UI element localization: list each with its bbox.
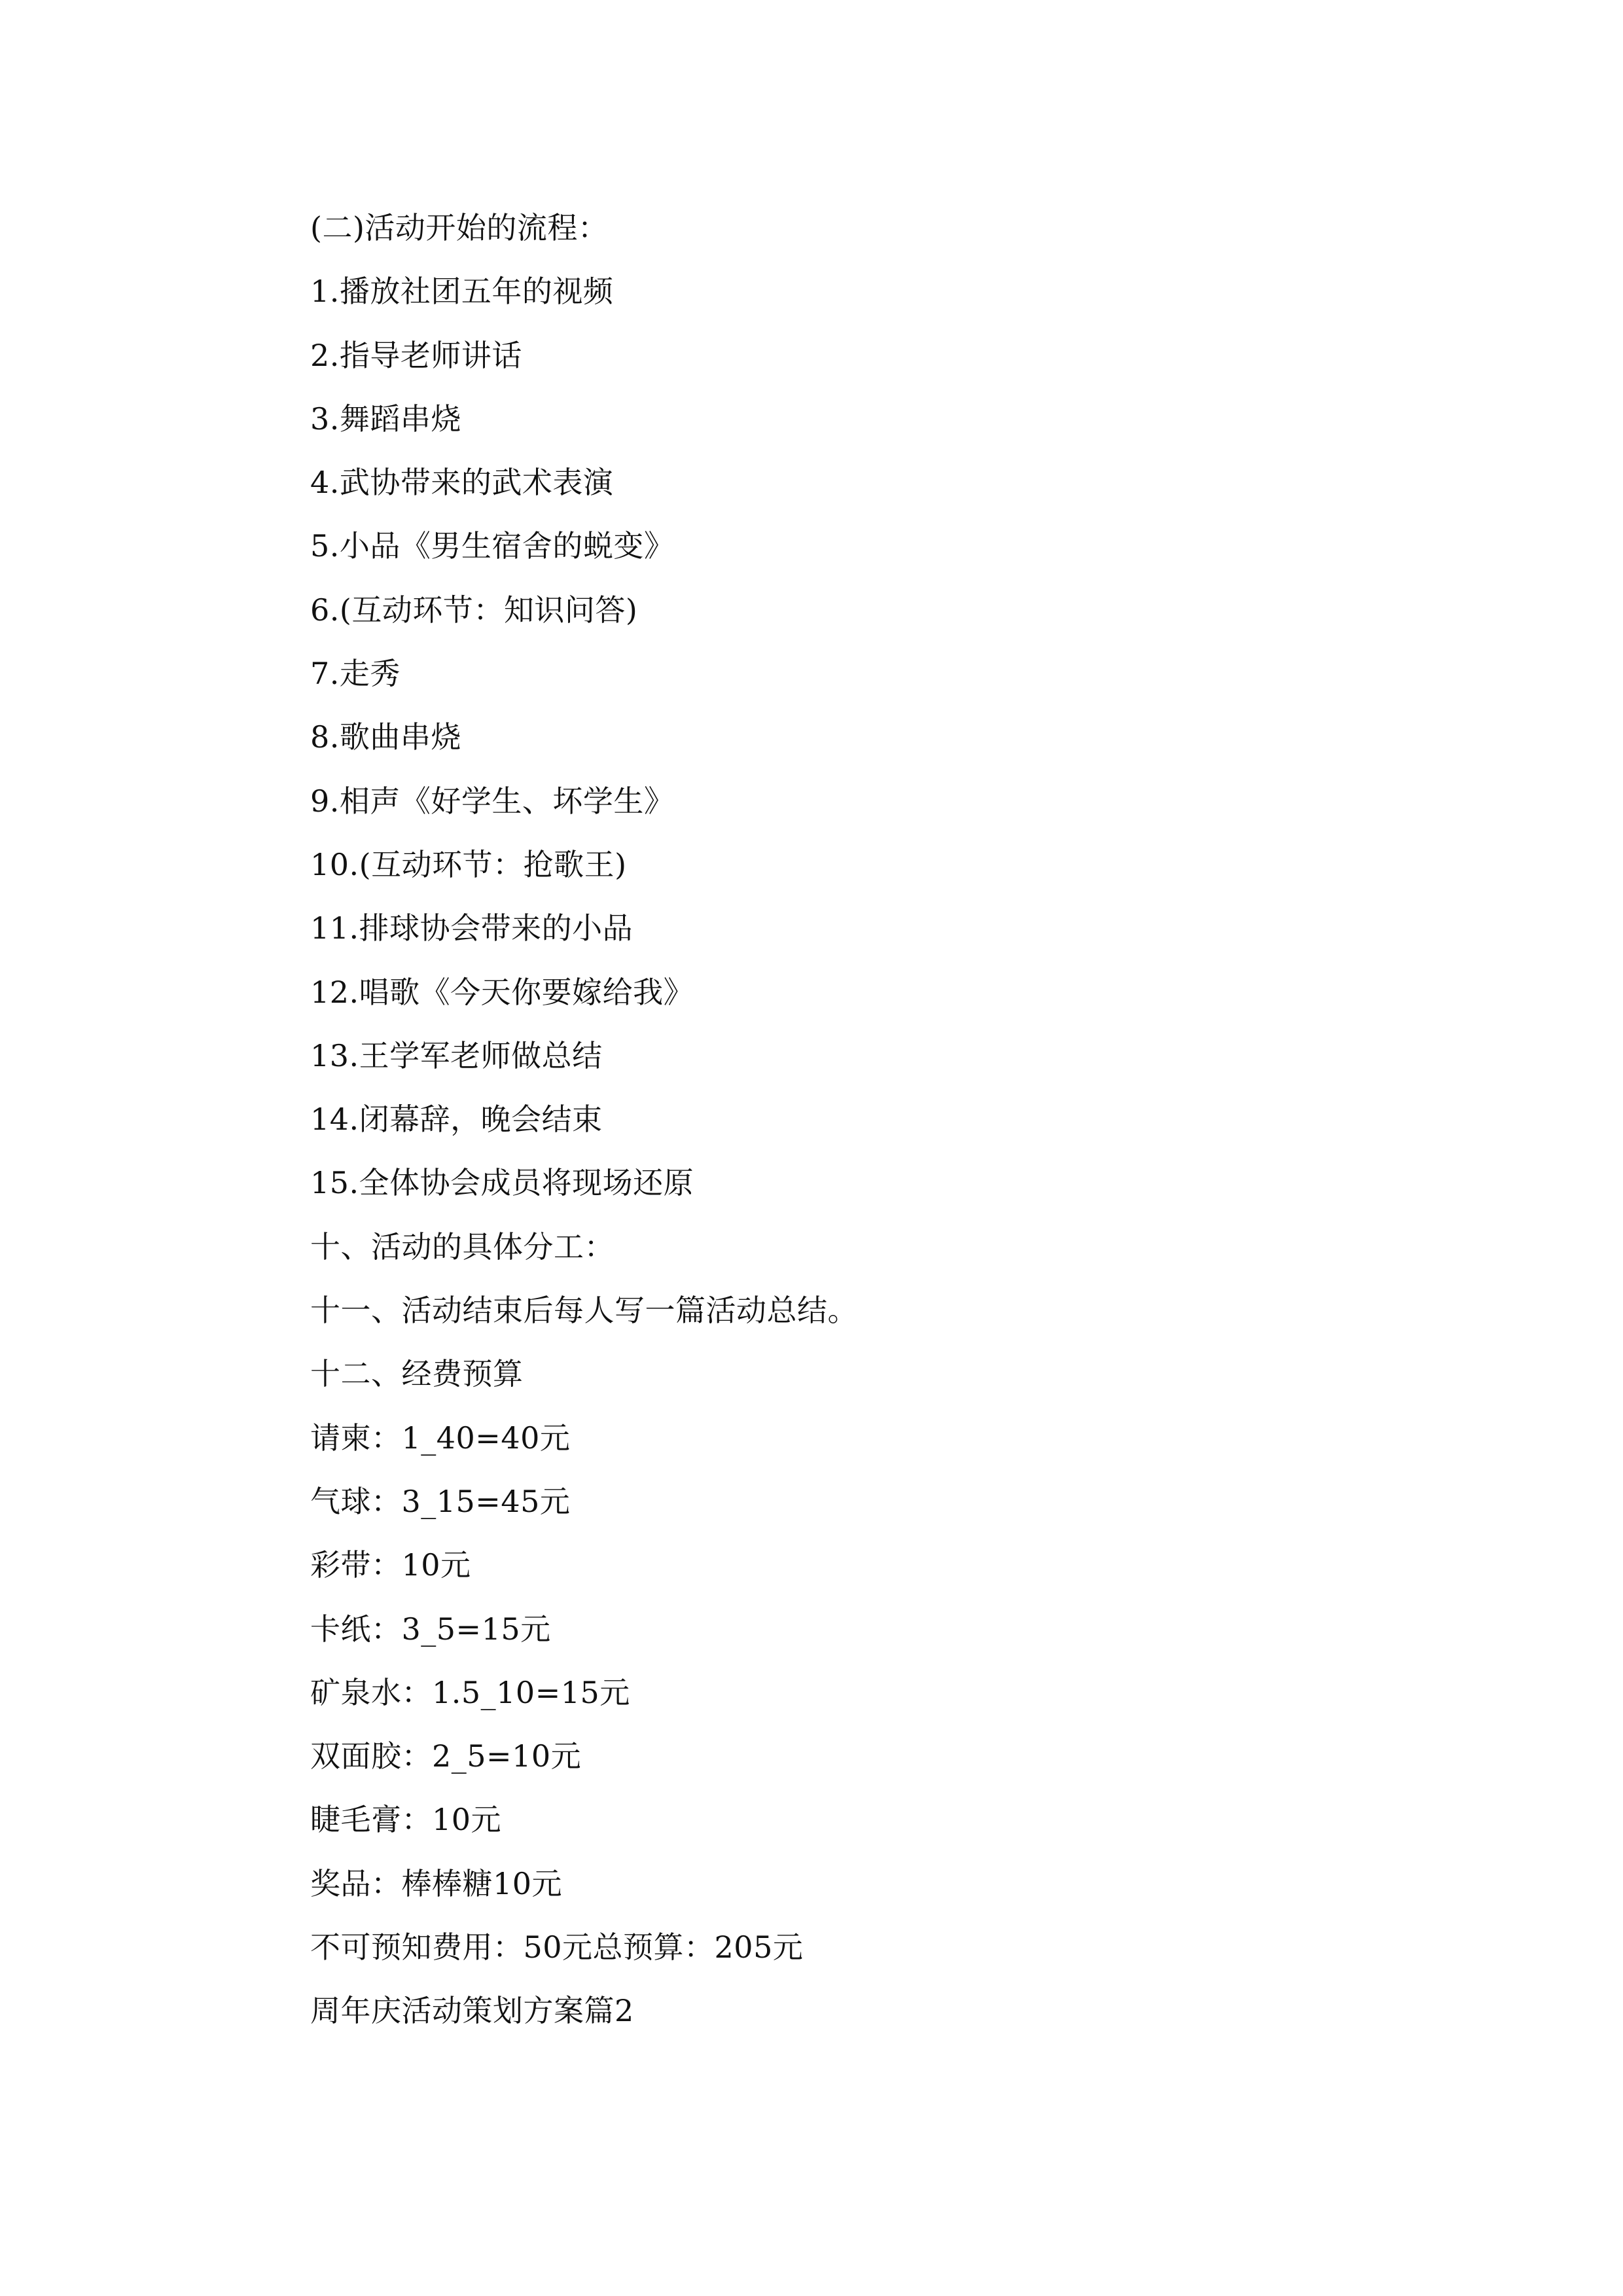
budget-item-cardstock: 卡纸：3_5=15元 [310,1611,551,1647]
flow-item-2: 2.指导老师讲话 [310,337,522,373]
section-heading-summary: 十一、活动结束后每人写一篇活动总结。 [310,1293,858,1329]
budget-item-tape: 双面胶：2_5=10元 [310,1738,582,1774]
section-heading-budget: 十二、经费预算 [310,1356,524,1392]
budget-item-balloon: 气球：3_15=45元 [310,1483,571,1519]
flow-item-7: 7.走秀 [310,656,401,692]
document-body [310,196,1554,2043]
flow-item-8: 8.歌曲串烧 [310,719,461,755]
budget-item-water: 矿泉水：1.5_10=15元 [310,1674,630,1710]
next-article-title: 周年庆活动策划方案篇2 [310,1993,634,2029]
flow-item-15: 15.全体协会成员将现场还原 [310,1165,694,1201]
flow-item-9: 9.相声《好学生、坏学生》 [310,783,675,819]
budget-item-ribbon: 彩带：10元 [310,1547,471,1583]
flow-item-14: 14.闭幕辞，晚会结束 [310,1102,603,1138]
flow-item-3: 3.舞蹈串烧 [310,401,461,437]
section-heading-flow: (二)活动开始的流程： [310,210,609,245]
budget-item-mascara: 睫毛膏：10元 [310,1802,502,1838]
flow-item-12: 12.唱歌《今天你要嫁给我》 [310,974,694,1010]
flow-item-5: 5.小品《男生宿舍的蜕变》 [310,528,675,564]
budget-total: 不可预知费用：50元总预算：205元 [310,1929,804,1965]
budget-item-invitation: 请柬：1_40=40元 [310,1420,571,1456]
flow-item-6: 6.(互动环节：知识问答) [310,592,638,628]
section-heading-division: 十、活动的具体分工： [310,1229,615,1265]
flow-item-10: 10.(互动环节：抢歌王) [310,846,627,882]
budget-item-prize: 奖品：棒棒糖10元 [310,1865,563,1901]
flow-item-11: 11.排球协会带来的小品 [310,910,633,946]
flow-item-13: 13.王学军老师做总结 [310,1037,603,1073]
flow-item-1: 1.播放社团五年的视频 [310,274,614,310]
flow-item-4: 4.武协带来的武术表演 [310,465,614,501]
